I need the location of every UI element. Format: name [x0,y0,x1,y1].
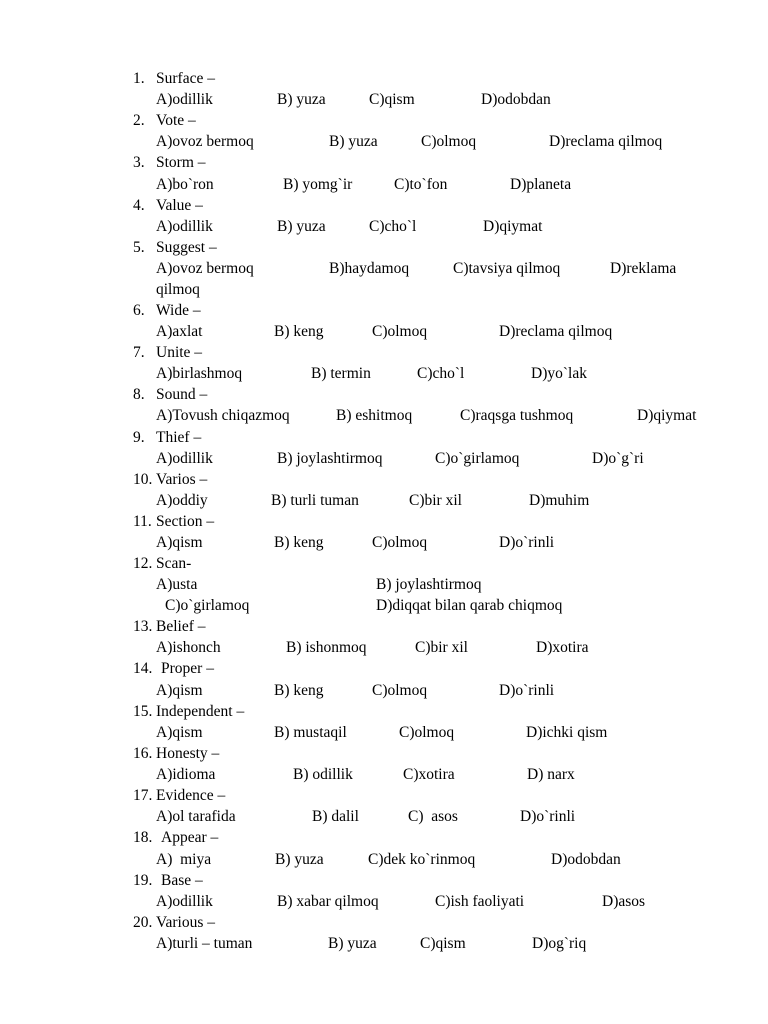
question-19-option-d: D)asos [602,893,646,910]
question-5-term: Suggest – [156,239,217,256]
question-7-option-a: A)birlashmoq [156,365,243,382]
question-6-term: Wide – [156,302,201,319]
question-17-option-d: D)o`rinli [520,808,576,825]
question-10-option-d: D)muhim [529,492,590,509]
question-5-option-b: B)haydamoq [329,260,410,277]
question-9-number: 9. [133,429,145,446]
question-18-term: Appear – [161,829,219,846]
question-8-option-a: A)Tovush chiqazmoq [156,407,290,424]
question-7-option-d: D)yo`lak [531,365,587,382]
question-7-term: Unite – [156,344,203,361]
question-3-option-b: B) yomg`ir [283,176,353,193]
question-2-option-d: D)reclama qilmoq [549,133,663,150]
question-14-option-d: D)o`rinli [499,682,555,699]
question-1-term: Surface – [156,70,215,87]
question-18-option-d: D)odobdan [551,851,621,868]
question-1-option-a: A)odillik [156,91,213,108]
question-7-option-b: B) termin [311,365,371,382]
question-14-option-b: B) keng [274,682,324,699]
question-7-number: 7. [133,344,145,361]
question-20-number: 20. [133,914,153,931]
question-1-option-d: D)odobdan [481,91,551,108]
question-8-option-b: B) eshitmoq [336,407,413,424]
question-19-option-a: A)odillik [156,893,213,910]
question-18-option-a: A) miya [156,851,212,868]
question-14-option-c: C)olmoq [372,682,428,699]
question-13-option-d: D)xotira [536,639,589,656]
question-12-option-c: C)o`girlamoq [165,597,250,614]
question-4-option-d: D)qiymat [483,218,543,235]
question-5-option-c: C)tavsiya qilmoq [453,260,561,277]
question-9-option-a: A)odillik [156,450,213,467]
question-15-option-a: A)qism [156,724,203,741]
question-10-option-b: B) turli tuman [271,492,359,509]
question-3-option-a: A)bo`ron [156,176,214,193]
question-1-number: 1. [133,70,145,87]
question-4-option-a: A)odillik [156,218,213,235]
question-15-number: 15. [133,703,153,720]
question-15-option-c: C)olmoq [399,724,455,741]
question-1-option-c: C)qism [369,91,415,108]
question-9-option-c: C)o`girlamoq [435,450,520,467]
question-15-option-b: B) mustaqil [274,724,347,741]
question-20-option-d: D)og`riq [532,935,587,952]
question-6-number: 6. [133,302,145,319]
question-17-option-c: C) asos [408,808,458,825]
question-9-option-d: D)o`g`ri [592,450,644,467]
question-12-option-a: A)usta [156,576,198,593]
question-8-option-d: D)qiymat [637,407,697,424]
question-13-option-c: C)bir xil [415,639,468,656]
question-5-option-a: A)ovoz bermoq [156,260,254,277]
question-8-number: 8. [133,386,145,403]
question-3-term: Storm – [156,154,206,171]
question-10-number: 10. [133,471,153,488]
question-1-option-b: B) yuza [277,91,326,108]
question-19-option-b: B) xabar qilmoq [277,893,379,910]
question-2-option-c: C)olmoq [421,133,477,150]
question-12-term: Scan- [156,555,192,572]
question-10-option-a: A)oddiy [156,492,208,509]
question-5-option-d: D)reklama [610,260,677,277]
question-13-term: Belief – [156,618,206,635]
question-3-option-d: D)planeta [510,176,572,193]
question-11-number: 11. [133,513,152,530]
question-2-term: Vote – [156,112,196,129]
question-16-option-a: A)idioma [156,766,216,783]
question-13-option-a: A)ishonch [156,639,221,656]
question-11-option-c: C)olmoq [372,534,428,551]
question-20-term: Various – [156,914,215,931]
question-17-term: Evidence – [156,787,226,804]
question-10-option-c: C)bir xil [409,492,462,509]
question-5-number: 5. [133,239,145,256]
question-12-option-b: B) joylashtirmoq [376,576,482,593]
question-6-option-b: B) keng [274,323,324,340]
question-7-option-c: C)cho`l [417,365,465,382]
question-15-option-d: D)ichki qism [526,724,608,741]
question-16-option-b: B) odillik [293,766,353,783]
question-17-number: 17. [133,787,153,804]
question-8-term: Sound – [156,386,208,403]
question-18-number: 18. [133,829,153,846]
question-4-term: Value – [156,197,203,214]
question-4-number: 4. [133,197,145,214]
question-18-option-c: C)dek ko`rinmoq [368,851,476,868]
question-16-option-c: C)xotira [403,766,455,783]
question-16-number: 16. [133,745,153,762]
question-6-option-a: A)axlat [156,323,203,340]
question-9-term: Thief – [156,429,202,446]
question-3-option-c: C)to`fon [394,176,448,193]
question-13-number: 13. [133,618,153,635]
question-20-option-b: B) yuza [328,935,377,952]
question-15-term: Independent – [156,703,245,720]
question-14-term: Proper – [161,660,214,677]
question-2-option-b: B) yuza [329,133,378,150]
question-9-option-b: B) joylashtirmoq [277,450,383,467]
question-19-option-c: C)ish faoliyati [435,893,525,910]
question-20-option-a: A)turli – tuman [156,935,253,952]
question-6-option-c: C)olmoq [372,323,428,340]
question-20-option-c: C)qism [420,935,466,952]
question-12-option-d: D)diqqat bilan qarab chiqmoq [376,597,563,614]
question-16-term: Honesty – [156,745,220,762]
question-18-option-b: B) yuza [275,851,324,868]
question-19-number: 19. [133,872,153,889]
question-4-option-c: C)cho`l [369,218,417,235]
question-17-option-b: B) dalil [312,808,359,825]
question-10-term: Varios – [156,471,208,488]
question-11-option-b: B) keng [274,534,324,551]
question-2-option-a: A)ovoz bermoq [156,133,254,150]
question-19-term: Base – [161,872,203,889]
question-11-term: Section – [156,513,215,530]
question-11-option-d: D)o`rinli [499,534,555,551]
question-11-option-a: A)qism [156,534,203,551]
question-12-number: 12. [133,555,153,572]
question-2-number: 2. [133,112,145,129]
question-14-number: 14. [133,660,153,677]
question-3-number: 3. [133,154,145,171]
question-17-option-a: A)ol tarafida [156,808,236,825]
question-16-option-d: D) narx [527,766,575,783]
question-8-option-c: C)raqsga tushmoq [460,407,574,424]
question-5-option-d-continuation: qilmoq [156,281,200,298]
question-14-option-a: A)qism [156,682,203,699]
question-4-option-b: B) yuza [277,218,326,235]
question-6-option-d: D)reclama qilmoq [499,323,613,340]
question-13-option-b: B) ishonmoq [286,639,367,656]
